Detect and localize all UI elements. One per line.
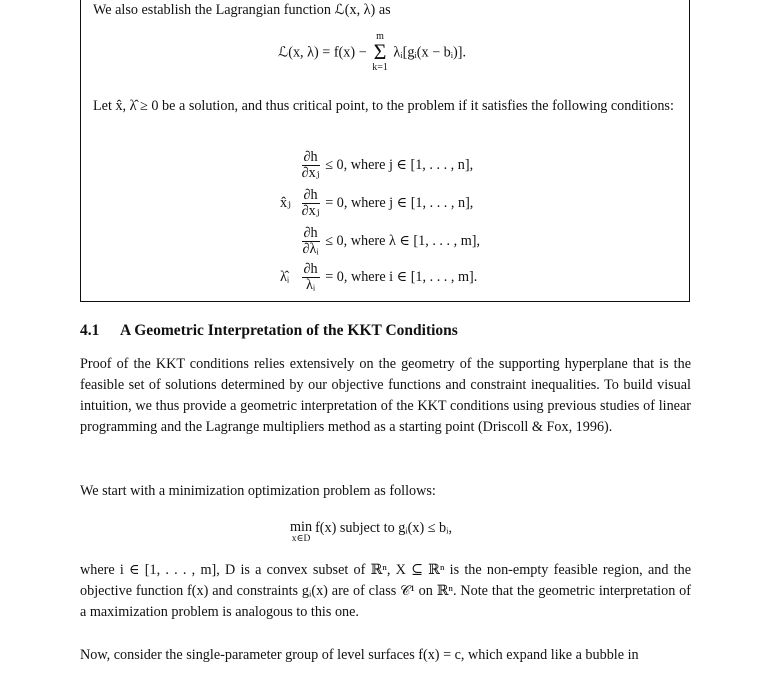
condition-2-fraction — [302, 188, 320, 219]
condition-2-prefix: x̂ⱼ — [280, 194, 291, 211]
condition-4-num: ∂h — [303, 261, 318, 277]
condition-4-rel: = 0, — [325, 268, 348, 285]
min-sub: x∈D — [291, 534, 311, 544]
condition-4-den: λᵢ — [306, 277, 316, 293]
solution-text: Let x̂, λ̂ ≥ 0 be a solution, and thus critical point, to the problem if it satisfies the following conditions: — [93, 98, 674, 114]
lagrangian-rhs: λᵢ[gᵢ(x − bᵢ)]. — [393, 44, 467, 61]
condition-2-num: ∂h — [303, 187, 318, 203]
section-title: A Geometric Interpretation of the KKT Conditions — [120, 322, 458, 339]
condition-3-where: where λ ∈ [1, . . . , m], — [350, 232, 481, 249]
condition-1 — [280, 150, 540, 181]
paragraph-level-surfaces: Now, consider the single-parameter group of level surfaces f(x) = c, which expand like a bubble in — [80, 647, 639, 663]
paragraph-where: where i ∈ [1, . . . , m], D is a convex subset of ℝⁿ, X ⊆ ℝⁿ is the non-empty feasible region, and the objective function f(x) and constraints gᵢ(x) are of class 𝒞¹ on ℝⁿ. Note that the geometric interpretation of a maximization problem is analogous to this one. — [80, 562, 691, 620]
sigma-icon: Σ — [373, 39, 387, 64]
lagrangian-intro: We also establish the Lagrangian function ℒ(x, λ) as — [93, 2, 391, 18]
condition-2 — [280, 188, 540, 219]
condition-4-where: where i ∈ [1, . . . , m]. — [350, 268, 478, 285]
lagrangian-equation — [278, 32, 466, 74]
section-number: 4.1 — [80, 322, 100, 339]
condition-1-where: where j ∈ [1, . . . , n], — [350, 156, 474, 173]
lagrangian-lhs: ℒ(x, λ) = f(x) − — [278, 44, 367, 61]
min-op: min — [290, 519, 313, 535]
min-operator — [290, 520, 312, 544]
paragraph-proof: Proof of the KKT conditions relies extensively on the geometry of the supporting hyperplane that is the feasible set of solutions determined by our objective functions and constraint inequalities. To build visual intuition, we thus provide a geometric interpretation of the KKT conditions using previous studies of linear programming and the Lagrange multipliers method as a starting point (Driscoll & Fox, 1996). — [80, 356, 691, 435]
condition-4-fraction — [302, 262, 320, 293]
condition-2-where: where j ∈ [1, . . . , n], — [350, 194, 474, 211]
condition-4 — [280, 262, 540, 293]
condition-3-den: ∂λᵢ — [302, 241, 319, 257]
condition-1-den: ∂xⱼ — [301, 165, 320, 181]
condition-1-fraction — [302, 150, 320, 181]
condition-3-rel: ≤ 0, — [325, 232, 348, 249]
summation-symbol — [372, 32, 388, 74]
min-rest: f(x) subject to gᵢ(x) ≤ bᵢ, — [315, 520, 453, 536]
sum-upper: m — [376, 31, 384, 42]
section-heading — [80, 322, 458, 340]
condition-1-rel: ≤ 0, — [325, 156, 348, 173]
condition-3-num: ∂h — [303, 225, 318, 241]
sum-lower: k=1 — [372, 62, 388, 73]
paragraph-start: We start with a minimization optimization problem as follows: — [80, 483, 436, 499]
condition-3-fraction — [302, 226, 320, 257]
condition-2-rel: = 0, — [325, 194, 348, 211]
minimization-equation — [290, 520, 452, 544]
condition-2-den: ∂xⱼ — [301, 203, 320, 219]
condition-1-num: ∂h — [303, 149, 318, 165]
condition-3 — [280, 226, 540, 257]
condition-4-prefix: λ̂ᵢ — [280, 268, 290, 285]
